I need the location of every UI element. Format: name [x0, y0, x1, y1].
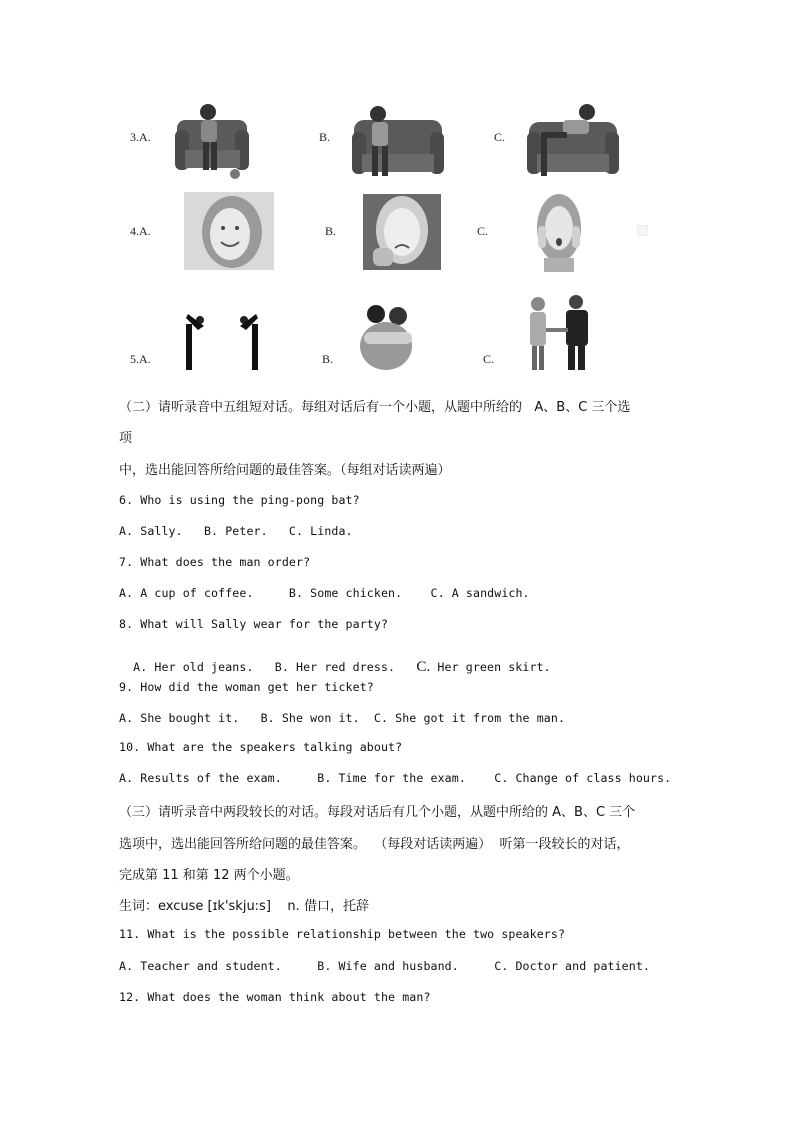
option-label: 4.A. [130, 224, 151, 238]
vocab-note: 生词：excuse [ɪk'skju:s] n. 借口，托辞 [119, 899, 369, 914]
boy-resting-head-image [352, 104, 444, 180]
crying-woman-image [363, 194, 441, 270]
boy-lying-back-image [527, 104, 619, 180]
section2-intro-line1: （二）请听录音中五组短对话。每组对话后有一个小题，从题中所给的 A、B、C 三个选 [119, 400, 631, 415]
answer-9: A. She bought it. B. She won it. C. She got it from the man. [119, 711, 566, 725]
answer-11: A. Teacher and student. B. Wife and husband. C. Doctor and patient. [119, 959, 651, 973]
option-label: C. [483, 352, 495, 366]
question-11: 11. What is the possible relationship between the two speakers? [119, 927, 566, 941]
question-9: 9. How did the woman get her ticket? [119, 680, 374, 694]
answer-10: A. Results of the exam. B. Time for the exam. C. Change of class hours. [119, 771, 672, 785]
smiling-woman-image [184, 192, 274, 270]
option-label: B. [325, 224, 337, 238]
answer-8-ab: A. Her old jeans. B. Her red dress. [133, 660, 417, 674]
watermark: ▨ [636, 222, 650, 238]
answer-7: A. A cup of coffee. B. Some chicken. C. A sandwich. [119, 586, 530, 600]
section3-intro-line3: 完成第 11 和第 12 两个小题。 [119, 868, 299, 883]
question-6: 6. Who is using the ping-pong bat? [119, 493, 360, 507]
question-12: 12. What does the woman think about the man? [119, 990, 431, 1004]
option-label: C. [494, 130, 506, 144]
surprised-woman-image [526, 192, 592, 272]
option-label: B. [319, 130, 331, 144]
option-label: C. [477, 224, 489, 238]
question-8: 8. What will Sally wear for the party? [119, 617, 389, 631]
section2-intro-line2: 项 [119, 431, 133, 446]
answer-8-c-text: Her green skirt. [430, 660, 551, 674]
section2-intro-line3: 中，选出能回答所给问题的最佳答案。（每组对话读两遍） [119, 463, 451, 478]
option-label: 3.A. [130, 130, 151, 144]
answer-8 [119, 645, 551, 676]
picture-row-4 [0, 192, 794, 272]
handshake-image [520, 294, 600, 370]
picture-row-3 [0, 100, 794, 185]
women-hugging-image [358, 302, 418, 370]
section3-intro-line1: （三）请听录音中两段较长的对话。每段对话后有几个小题，从题中所给的 A、B、C 三个 [119, 805, 636, 820]
question-10: 10. What are the speakers talking about? [119, 740, 403, 754]
option-label: B. [322, 352, 334, 366]
question-7: 7. What does the man order? [119, 555, 311, 569]
picture-row-5 [0, 294, 794, 374]
boy-in-armchair-image [175, 100, 249, 180]
answer-8-c-label: C. [416, 659, 431, 675]
section3-intro-line2: 选项中，选出能回答所给问题的最佳答案。 （每段对话读两遍） 听第一段较长的对话， [119, 837, 630, 852]
answer-6: A. Sally. B. Peter. C. Linda. [119, 524, 353, 538]
people-bowing-image [180, 304, 264, 370]
option-label: 5.A. [130, 352, 151, 366]
